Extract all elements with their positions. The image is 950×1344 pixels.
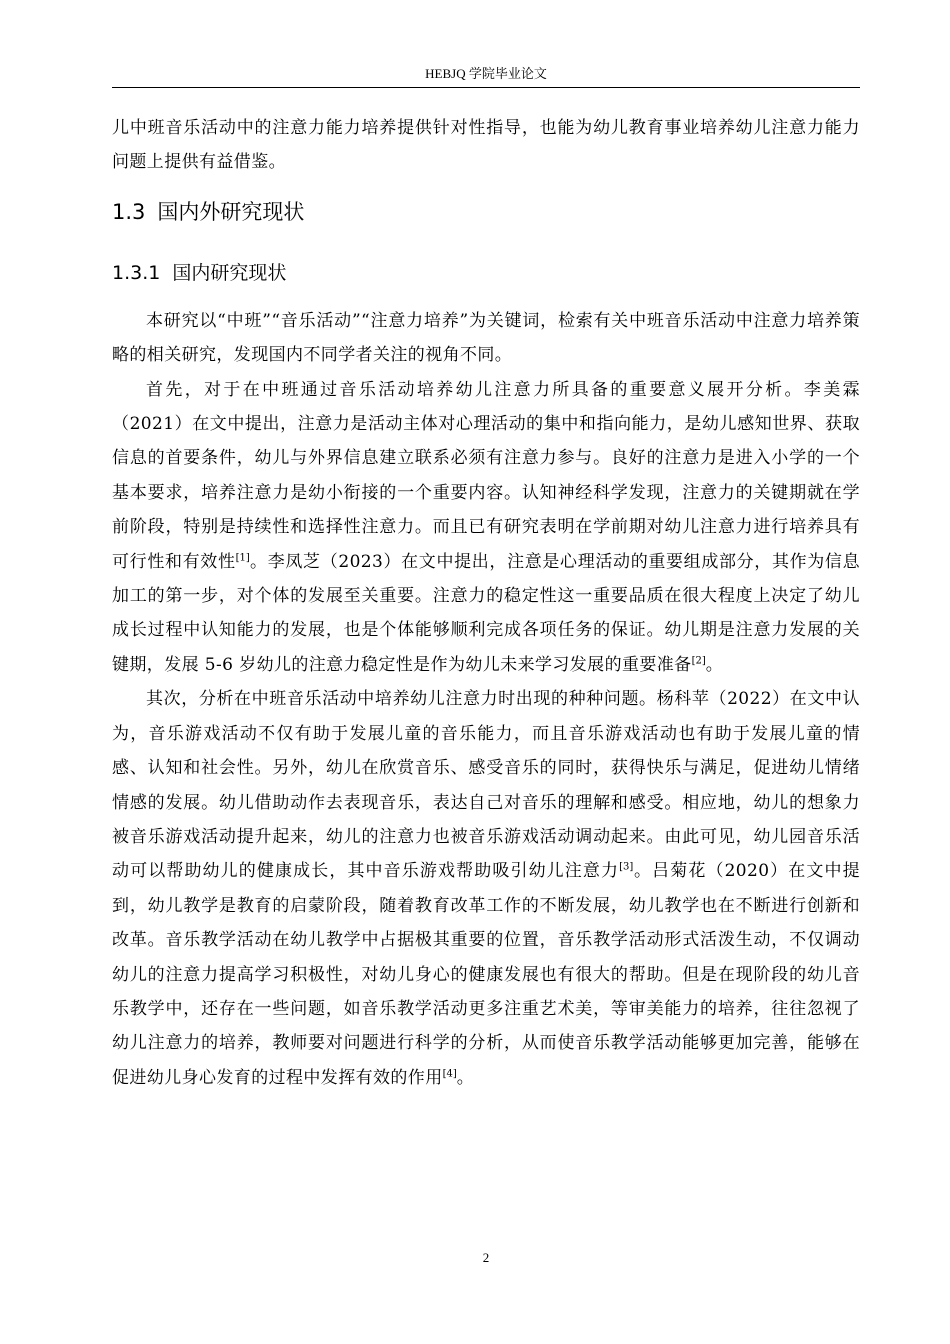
subsection-title: 国内研究现状	[172, 261, 287, 284]
page-body	[112, 111, 860, 1095]
page-number: 2	[482, 1250, 490, 1265]
section-heading	[112, 198, 860, 226]
section-number: 1.3	[112, 199, 146, 224]
paragraph-significance	[112, 373, 860, 683]
paragraph-keywords: 本研究以“中班”“音乐活动”“注意力培养”为关键词，检索有关中班音乐活动中注意力培养策略的相关研究，发现国内不同学者关注的视角不同。	[112, 310, 860, 366]
subsection-heading	[112, 260, 860, 286]
paragraph-text: 首先，对于在中班通过音乐活动培养幼儿注意力所具备的重要意义展开分析。李美霖（2021）在文中提出，注意力是活动主体对心理活动的集中和指向能力，是幼儿感知世界、获取信息的首要条件，幼儿与外界信息建立联系必须有注意力参与。良好的注意力是进入小学的一个基本要求，培养注意力是幼小衔接的一个重要内容。认知神经科学发现，注意力的关键期就在学前阶段，特别是持续性和选择性注意力。而且已有研究表明在学前期对幼儿注意力进行培养具有可行性和有效性	[112, 379, 860, 572]
paragraph-text: 。吕菊花（2020）在文中提到，幼儿教学是教育的启蒙阶段，随着教育改革工作的不断发展，幼儿教学也在不断进行创新和改革。音乐教学活动在幼儿教学中占据极其重要的位置，音乐教学活动形式活泼生动，不仅调动幼儿的注意力提高学习积极性，对幼儿身心的健康发展也有很大的帮助。但是在现阶段的幼儿音乐教学中，还存在一些问题，如音乐教学活动更多注重艺术美，等审美能力的培养，往往忽视了幼儿注意力的培养，教师要对问题进行科学的分析，从而使音乐教学活动能够更加完善，能够在促进幼儿身心发育的过程中发挥有效的作用	[112, 861, 860, 1088]
paragraph-text: 。	[456, 1067, 475, 1088]
intro-continuation-paragraph: 儿中班音乐活动中的注意力能力培养提供针对性指导，也能为幼儿教育事业培养幼儿注意力能力问题上提供有益借鉴。	[112, 118, 860, 173]
running-header: HEBJQ 学院毕业论文	[425, 66, 547, 81]
citation-2: [2]	[691, 655, 706, 667]
section-title: 国内外研究现状	[157, 199, 305, 224]
paragraph-text: 其次，分析在中班音乐活动中培养幼儿注意力时出现的种种问题。杨科苹（2022）在文中认为，音乐游戏活动不仅有助于发展儿童的音乐能力，而且音乐游戏活动也有助于发展儿童的情感、认知和社会性。另外，幼儿在欣赏音乐、感受音乐的同时，获得快乐与满足，促进幼儿情绪情感的发展。幼儿借助动作去表现音乐，表达自己对音乐的理解和感受。相应地，幼儿的想象力被音乐游戏活动提升起来，幼儿的注意力也被音乐游戏活动调动起来。由此可见，幼儿园音乐活动可以帮助幼儿的健康成长，其中音乐游戏帮助吸引幼儿注意力	[112, 689, 860, 882]
subsection-number: 1.3.1	[112, 261, 161, 284]
paragraph-text: 。	[705, 654, 724, 675]
paragraph-problems	[112, 682, 860, 1095]
citation-4: [4]	[442, 1068, 457, 1080]
citation-3: [3]	[619, 861, 634, 873]
paragraph-text: 。李凤芝（2023）在文中提出，注意是心理活动的重要组成部分，其作为信息加工的第一步，对个体的发展至关重要。注意力的稳定性这一重要品质在很大程度上决定了幼儿成长过程中认知能力的发展，也是个体能够顺利完成各项任务的保证。幼儿期是注意力发展的关键期，发展 5-6 岁幼儿的注意力稳定性是作为幼儿未来学习发展的重要准备	[112, 551, 860, 675]
header-rule	[112, 87, 860, 88]
citation-1: [1]	[235, 552, 250, 563]
